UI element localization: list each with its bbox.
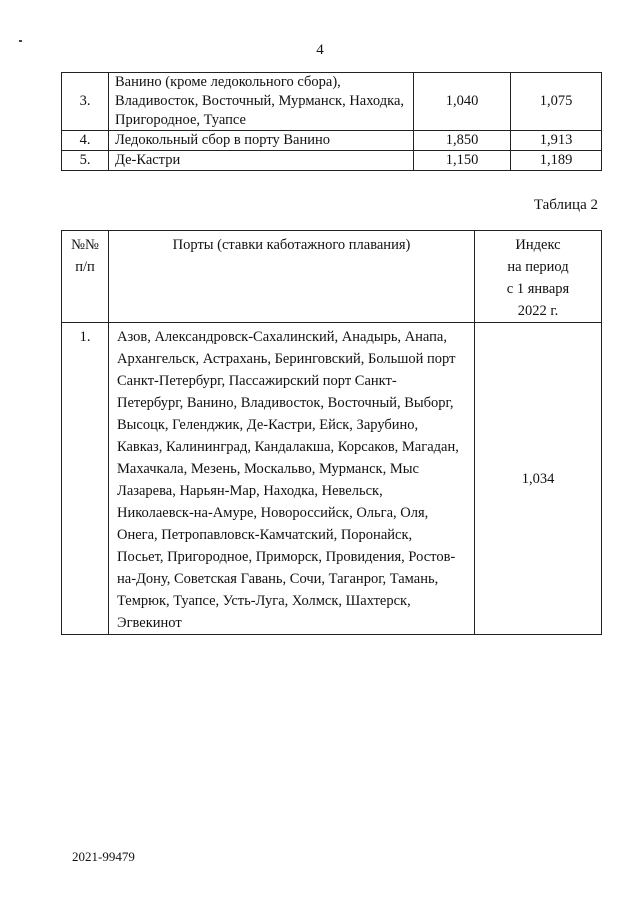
row-name <box>109 73 414 131</box>
port-line: Онега, Петропавловск-Камчатский, Поронайск, <box>117 527 413 543</box>
row-name-line: Ванино (кроме ледокольного сбора), <box>115 74 341 90</box>
row-value-1: 1,040 <box>414 73 511 131</box>
table-row <box>62 73 602 131</box>
ports-table <box>61 230 602 635</box>
row-name <box>109 151 414 171</box>
table-header-row <box>62 231 602 323</box>
port-line: Николаевск-на-Амуре, Новороссийск, Ольга, Оля, <box>117 505 429 521</box>
row-value-2: 1,075 <box>511 73 602 131</box>
row-number: 3. <box>62 73 109 131</box>
table-caption: Таблица 2 <box>533 197 598 213</box>
header-index-line: 2022 г. <box>517 303 559 319</box>
table-continued <box>61 72 602 171</box>
row-number: 1. <box>62 323 109 635</box>
row-name-line: Пригородное, Туапсе <box>115 112 246 128</box>
port-line: Махачкала, Мезень, Москальво, Мурманск, Мыс <box>117 461 419 477</box>
table-row <box>62 323 602 635</box>
header-number <box>62 231 109 323</box>
header-number-line: №№ <box>71 237 99 253</box>
port-line: Санкт-Петербург, Пассажирский порт Санкт- <box>117 373 397 389</box>
port-line: Эгвекинот <box>117 615 182 631</box>
port-line: Темрюк, Туапсе, Усть-Луга, Холмск, Шахтерск, <box>117 593 411 609</box>
row-value-1: 1,850 <box>414 131 511 151</box>
document-code: 2021-99479 <box>72 849 135 864</box>
header-index-line: с 1 января <box>506 281 570 297</box>
row-number: 4. <box>62 131 109 151</box>
port-line: Посьет, Пригородное, Приморск, Провидения, Ростов- <box>117 549 456 565</box>
row-ports <box>109 323 475 635</box>
port-line: Архангельск, Астрахань, Беринговский, Большой порт <box>117 351 456 367</box>
header-number-line: п/п <box>75 259 95 275</box>
row-number: 5. <box>62 151 109 171</box>
row-value-2: 1,913 <box>511 131 602 151</box>
page-number: 4 <box>316 42 324 58</box>
port-line: Кавказ, Калининград, Кандалакша, Корсаков, Магадан, <box>117 439 459 455</box>
port-line: Петербург, Ванино, Владивосток, Восточный, Выборг, <box>117 395 454 411</box>
table-row <box>62 131 602 151</box>
header-ports: Порты (ставки каботажного плавания) <box>109 231 475 323</box>
port-line: Лазарева, Нарьян-Мар, Находка, Невельск, <box>117 483 383 499</box>
row-value-2: 1,189 <box>511 151 602 171</box>
port-line: на-Дону, Советская Гавань, Сочи, Таганрог, Тамань, <box>117 571 439 587</box>
row-name <box>109 131 414 151</box>
row-name-line: Ледокольный сбор в порту Ванино <box>115 132 331 148</box>
row-value-1: 1,150 <box>414 151 511 171</box>
header-index-line: Индекс <box>515 237 561 253</box>
row-index-value: 1,034 <box>475 323 602 635</box>
table-row <box>62 151 602 171</box>
port-line: Азов, Александровск-Сахалинский, Анадырь, Анапа, <box>117 329 447 345</box>
header-index-line: на период <box>507 259 569 275</box>
row-name-line: Де-Кастри <box>115 152 181 168</box>
header-index <box>475 231 602 323</box>
row-name-line: Владивосток, Восточный, Мурманск, Находка, <box>115 93 405 109</box>
port-line: Высоцк, Геленджик, Де-Кастри, Ейск, Зарубино, <box>117 417 419 433</box>
